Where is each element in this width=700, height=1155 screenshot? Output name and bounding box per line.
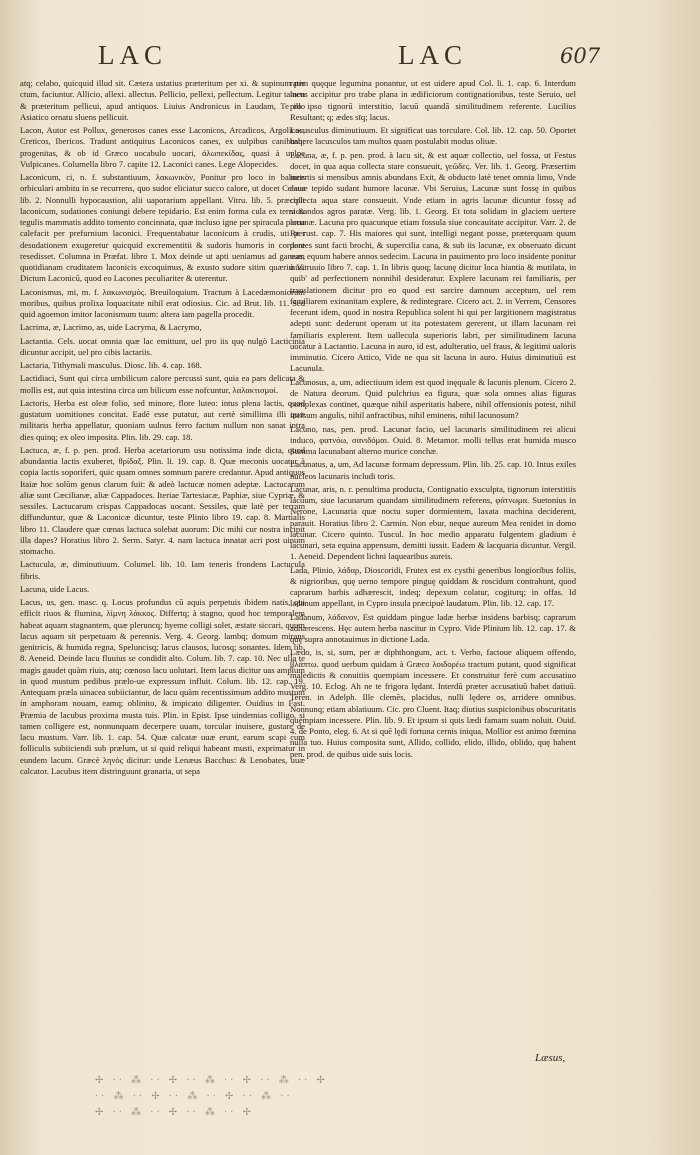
catchword: Læsus, xyxy=(535,1052,566,1064)
dictionary-entry: Lacuno, nas, pen. prod. Lacunar facio, uel lacunaris similitudinem rei alicui induco, φατνόω, σανιδόμαι. Ouid. 8. Metamor. molli tellus erat humida musco Summa lacunabant alterno murice conchæ. xyxy=(290,423,576,456)
bleed-through-ornament xyxy=(95,1075,485,1125)
dictionary-entry: Ladanum, λάδανον, Est quiddam pingue ladæ herbæ insidens barbisq; caprarum adhærescens. Hęc autem herba nascitur in Cypro. Vide Plinium lib. 12. cap. 17. & quę supra annotauimus in dictione Lada. xyxy=(290,611,576,644)
dictionary-entry: Lacrima, æ, Lacrimo, as, uide Lacryma, & Lacrymo, xyxy=(20,322,202,333)
dictionary-entry: Lactucula, æ, diminutiuum. Columel. lib. 10. Iam teneris frondens Lactucula fibris. xyxy=(20,559,305,581)
dictionary-entry: Lacon, Autor est Pollux, generosos canes esse Laconicos, Arcadicos, Argolicos, Creticos, Ibericos. Tradunt antiquitus Laconicos canes, ex uulpibus canibusq; progenitas, & ob id Græco uocabulo uocari, ἀλωπεκίδας, quasi à uulpe Vulpicanes. Columella libro 7. capite 12. Laconici canes. Lege Alopecides. xyxy=(20,125,305,169)
paragraph: ratim quęque legumina ponantur, ut est uidere apud Col. li. 1. cap. 6. Interdum lacus accipitur pro trabe plana in ædificiorum contignationibus, teste Seruio, uel pro ipso tignorū interstitio, lacuū quandā similitudinem referente. Lucilius Resultant; q; ædes sīq; lacus. xyxy=(290,78,576,122)
dictionary-entry: Lacunatus, a, um, Ad lacunæ formam depressum. Plin. lib. 25. cap. 10. Intus exiles nucleos lacunaris includi toris. xyxy=(290,459,576,481)
dictionary-entry: Lactuca, æ, f. p. pen. prod. Herba acetariorum usu notissima inde dicta, quod abundantia lactis exuberet, θρίδαξ. Plin. li. 19. cap. 8. Quæ meconis uocatur à copia lactis soporiferi, quic quam omnes somnum parere credantur. Apud antiquos Itaiæ hoc solūm genus clarum fuit: & adeò lactucæ nomen adeptæ. Lactucarum aliæ sunt Cæcilianæ, aliæ Cappadoces. Iteriae Tartesiacæ, Paphiæ, siue Cypriæ, & sessiles. Lactucarum crispas Cappadocas uocant. Sessiles, quæ latè per terram diffunduntur, quæ & Laconicæ dicuntur, teste Plinio libro 19. cap. 8. Martialis libro 11. Claudere quæ cœnas lactuca solebat auorum: Dic mihi cur nostra incipit illa dapes? Horatius libro 2. Serm. Satyr. 4. nam lactuca innatat acri post uinum stomacho. xyxy=(20,444,305,556)
dictionary-entry: Lacuna, uide Lacus. xyxy=(20,583,90,594)
page-number: 607 xyxy=(560,44,601,68)
dictionary-entry: Lædo, is, si, sum, per æ diphthongum, act. t. Verbo, factoue aliquem offendo, βλάπτω. quod uerbum quidam à Græco λοιδορέω tractum putant, quod significat maledictis & conuitiis quempiam incessere. Et construitur ferè cum accusatiuo Verg. 10. Eclog. Ah ne te frigora lędant. Interdū præter accusatiuū habet datiuū. Teren. in Adelph. Ille clemēs, placidus, nulli lędere os, arridere omnibus. Nonnunq; etiam ablatiuum. Cic. pro Cluent. Itaq; diutius suspicionibus obscuritatis quempiam incessere. Plin. lib. 9. Et ipsum si quis lædi famam suam noluit. Ouid. 4. de Ponto, eleg. 6. At si quē lędi fortuna cernis iniqua, Mollior est animo fœmina nulla tuo. Huius composita sunt, Allido, collido, elido, illido, oblido, quę habent pen. prod. de quibus uide suis locis. xyxy=(290,647,576,759)
ornament-row: ·· ⁂ ·· ✢ ·· ⁂ ·· ✢ ·· ⁂ ·· xyxy=(95,1091,293,1102)
dictionary-entry: Lactantia. Cels. uocat omnia quæ lac emittunt, uel pro iis quę nulgò Lacticinia dicuntur accipit, uel pro cibis lactariis. xyxy=(20,335,305,357)
dictionary-entry: Lacunar, aris, n. r. penultima producta, Contignatio exsculpta, tignorum interstitiis lacuum, siue lacunarum quandam similitudinem referens, φάτνωμα. Suetonius in Nerone, Lacunaria quæ noctu super dormientem, laxata machina deciderent, parauit. Horatius libro 2. Carmin. Non ebur, neque aureum Mea renidet in domo lacunar. Cicero quinto. Tuscul. In hoc medio apparatu fulgentem gladium è lacunari, seta equina appensum, demitti iussit. Eadem & lacquaria dicuntur. Vergil. 1. Aeneid. Dependent lichni laquearibus aureis. xyxy=(290,483,576,562)
dictionary-entry: Lacus, us, gen. masc. q. Locus profundus cū aquis perpetuis ibidem natis, qui efficit riuos & flumina, λίμνη λάκκος. Differtq; à stagno, quod hoc temporalem habeat aquam stagnantem, quæ pleruncq; hyeme colligi solet, æstate siccari, quum lacus aquam sit perpetuam & perennis. Verg. 4. Georg. lambq; domum mirans genitricis, & humida regna, Speluncisq; lacus clausos, lucosq; sonantes. Idem lib. 8. Aeneid. Deinde lacu fluuius se condidit alto. Colum. lib. 7. cap. 10. Nec ulla te magis gaudet quàm riuis, atq; cœnoso lacu uolutari. Item lacus dicitur uas amplum in quod mustum pedibus prælo-ue expressum influit. Colum. lib. 12. cap. 19. Antequam præla uinacea subiiciantur, de lacu quàm recentissimum addito mustum in amphoram nouam, eamq; oblinito, & impicato diligenter. Ouidius in Fast. Præmia de lacubus proxima musta tuis. Plin. in Epist. Ipse uindemias colligo, si tamen colligere est, nonnunquam decerpere uuam, torcular inuisere, gustare de lacu mustum. Varr. lib. 1. cap. 54. Quæ calcatæ uuæ erunt, earum scapi cum folliculis subiiciendi sub prælum, ut si quid reliqui habeant musti, exprimatur in eundem lacum. Græcè ληνὸς dicitur: unde Lenæus Bacchus: & Lenobates, uuæ calcator. Lacubus item distringuunt granaria, ut sepa xyxy=(20,597,305,776)
ornament-row: ✢ ·· ⁂ ·· ✢ ·· ⁂ ·· ✢ ·· ⁂ ·· ✢ xyxy=(95,1075,328,1086)
running-head-right: LAC xyxy=(398,40,467,70)
dictionary-entry: Lacunosus, a, um, adiectiuum idem est quod inęquale & lacunis plenum. Cicero 2. de Natura deorum. Quid pulchrius ea figura, quæ sola omnes alias figuras complexas continet, quæque nihil asperitatis habere, nihil offensionis potest, nihil incisum angulis, nihil anfractibus, nihil eminens, nihil lacunosum? xyxy=(290,376,576,421)
dictionary-entry: Laconismus, mi, m. f. λακωνισμὸς. Breuiloquium. Tractum à Lacedæmoniorum moribus, quibus prolixa loquacitate nihil erat odiosius. Cic. ad Brut. lib. 11. Sed quid agoemon imitor laconismum tuum: altera iam pagella procedit. xyxy=(20,286,305,319)
dictionary-entry: Lacuna, æ, f. p. pen. prod. à lacu sit, & est aquæ collectio, uel fossa, ut Festus docet, in qua aqua collecta stare consueuit, γεῶδες. Ver. lib. 1. Georg. Præsertim incertis si mensibus amnis abundans Exit, & obducto latè tenet omnia limo, Vnde cauæ tepido sudant humore lacunæ. Vbi Seruius, Lacunæ sunt fossę in quibus collecta aqua stare consueuit. Vnde etiam in agris lacunæ dicuntur fossę ad siccandos agros paratæ. Verg. lib. 1. Georg. Et tota solidam in glaciem uertere lacunæ. Lacuna pro quacunque etiam fossula siue concauitate accipitur. Varr. 2. de Re rust. cap. 7. His maiores qui sunt, intelligi negant posse, præterquam quum dentes sunt facti brochi, & supercilia cana, & sub iis lacunæ, ex obseruato dicunt eum equum habere annos sedecim. Lacuna in pauimento pro loco insidente ponitur à Vitruuio libro 7. cap. 1. In libris quoq; lacunę dicitur loca hiantia & mutilata, in quib' ad perfectionem nonnihil desideratur. Explere lacunam rei familiaris, per translationem dicitur pro eo quod est sarcire damnum acceptum, uel rem familiarem exinanitam explere, & redintegrare. Cicero act. 2. in Verrem, Censores fecerunt idem, quod in nostra Republica solent hi qui per largitionem magistratus adepti sunt: dederunt operam ut ita potestatem gererent, ut illam lacunam rei familiaris explerent. Item uallecula superioris labri, per similitudinem lacuna uocatur à Lactantio. Lacuna in auro, id est, adulteratio, uel fraus, & legitimi ualoris imminutio. Cicero Attico, Vide ne qua sit lacuna in auro. Huius diminutiuū est Lacunula. xyxy=(290,149,576,374)
dictionary-entry: Lactaria, Tithymali masculus. Diosc. lib. 4. cap. 168. xyxy=(20,360,202,370)
ornament-row: ✢ ·· ⁂ ·· ✢ ·· ⁂ ·· ✢ xyxy=(95,1107,254,1118)
dictionary-entry: Lactidiaci, Sunt qui circa umbilicum calore percussi sunt, quia ea pars delicata & mollis est, aut quia intestina circa um bilicum esse nofcuntur, λαλακτισμοί. xyxy=(20,373,305,395)
dictionary-entry: Lacusculus diminutiuum. Et significat uas torculare. Col. lib. 12. cap. 50. Oportet habere lacusculos tam multos quam postulabit modus oliuæ. xyxy=(290,125,576,147)
paragraph: atq; celabo, quicquid illud sit. Cætera ustatius præteritum per xi. & supinum per ctum, faciuntur. Allicio, allexi. allectus. Pellicio, pellexi, pellectum. Legitur tamen & præteritum pellicui, apud antiquos. Liuius Andronicus in Laudam, Te illo Asiatico ornatu sluens pellicuit. xyxy=(20,78,305,122)
running-head-left: LAC xyxy=(98,40,167,70)
dictionary-entry: Lada, Plinio, λάδαρ, Dioscoridi, Frutex est ex cysthi generibus longioribus foliis, & nigrioribus, quę uerno tempore pinguę quiddam & roscidum contrahunt, quod caprarum barbis adhærescit, indeq; depexum colatur, cogiturq; in offas. Id ladanum appellant, in Cypro insula præcipuè laudatum. Plin. lib. 12. cap. 17. xyxy=(290,564,576,609)
dictionary-entry: Laconicum, ci, n. f. substantiuum, λακωνικὸν, Ponitur pro loco in balneis orbiculari ambitu in se recurrens, quo sudor eliciatur succo calore, ut docet Celsus lib. 2. Nonnulli hypocaustion, alii uaporarium appellant. Vitru. lib. 5. præcipit laconicum, sudationes coniungi debere tepidario. Est enim forma cula ex terra & tegulis mammatis addito tomento concinnata, quæ incluso igne per spiracula parua calefacit per prefurnium laconici. Frequentabatur laconicum à crudis, uti per desudationem exugeretur quicquid excrementitii & sudoris humoris in corpore resedisset. Columna in Præfat. libro 1. Mox deinde ut apti ueniamus ad ganeas, quotidianam cruditatem laconicis excoquimus, & exusto sudore sitim quærimus. Dictum Laconicū, quod eo Lacones peculiariter & uterentur. xyxy=(20,172,305,284)
dictionary-entry: Lactoris, Herba est oleæ folio, sed minore, flore luteo: intus plena lactis, quod gustatum uomitiones concitat. Eadē esse putatur, aut certè simillima illi quæ militaris herba appellatur, quoniam uulnus ferro factum nullum non sanat intra dies quinq; ex oleo imposita. Plin. lib. 29. cap. 18. xyxy=(20,397,305,442)
text-column-left xyxy=(20,78,305,1050)
text-column-right xyxy=(290,78,576,1050)
